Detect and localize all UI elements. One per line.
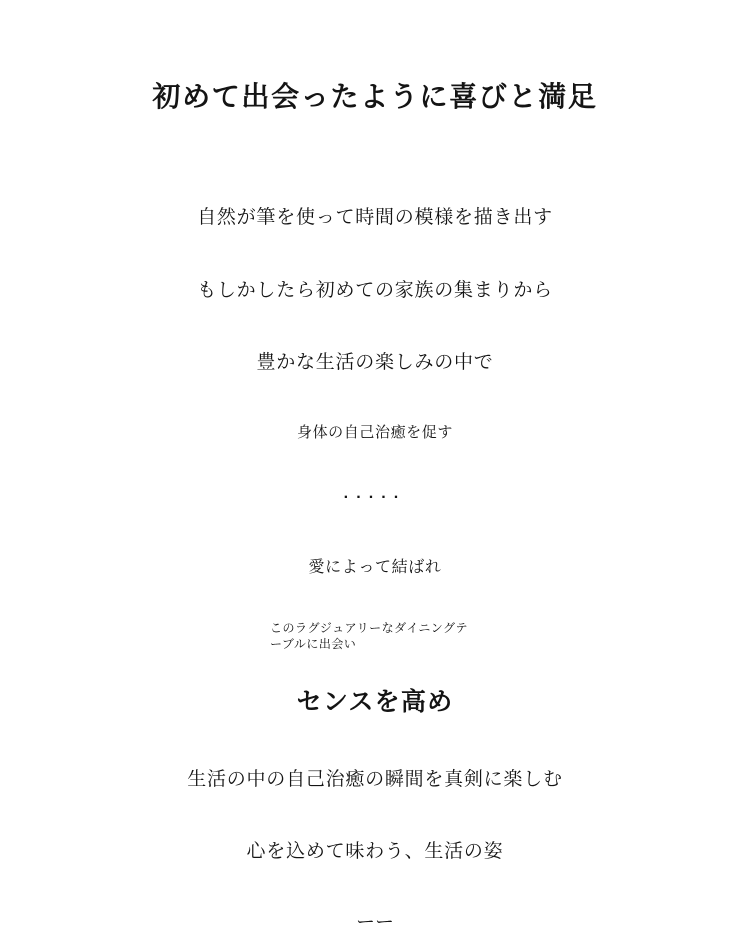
body-line-1: 自然が筆を使って時間の模様を描き出す [197,207,553,228]
closing-dash: ーー [355,911,394,933]
body-line-6: このラグジュアリーなダイニングテーブルに出会い [270,621,469,652]
ellipsis-separator: ····· [343,489,407,506]
body-line-3: 豊かな生活の楽しみの中で [256,352,494,373]
body-line-4: 身体の自己治癒を促す [296,423,453,441]
body-line-5: 愛によって結ばれ [308,559,442,576]
body-line-7: 生活の中の自己治癒の瞬間を真剣に楽しむ [187,768,563,790]
body-line-2: もしかしたら初めての家族の集まりから [197,279,553,301]
page-title: 初めて出会ったように喜びと満足 [152,81,598,112]
body-line-8: 心を込めて味わう、生活の姿 [246,841,504,863]
section-heading: センスを高め [296,688,454,717]
